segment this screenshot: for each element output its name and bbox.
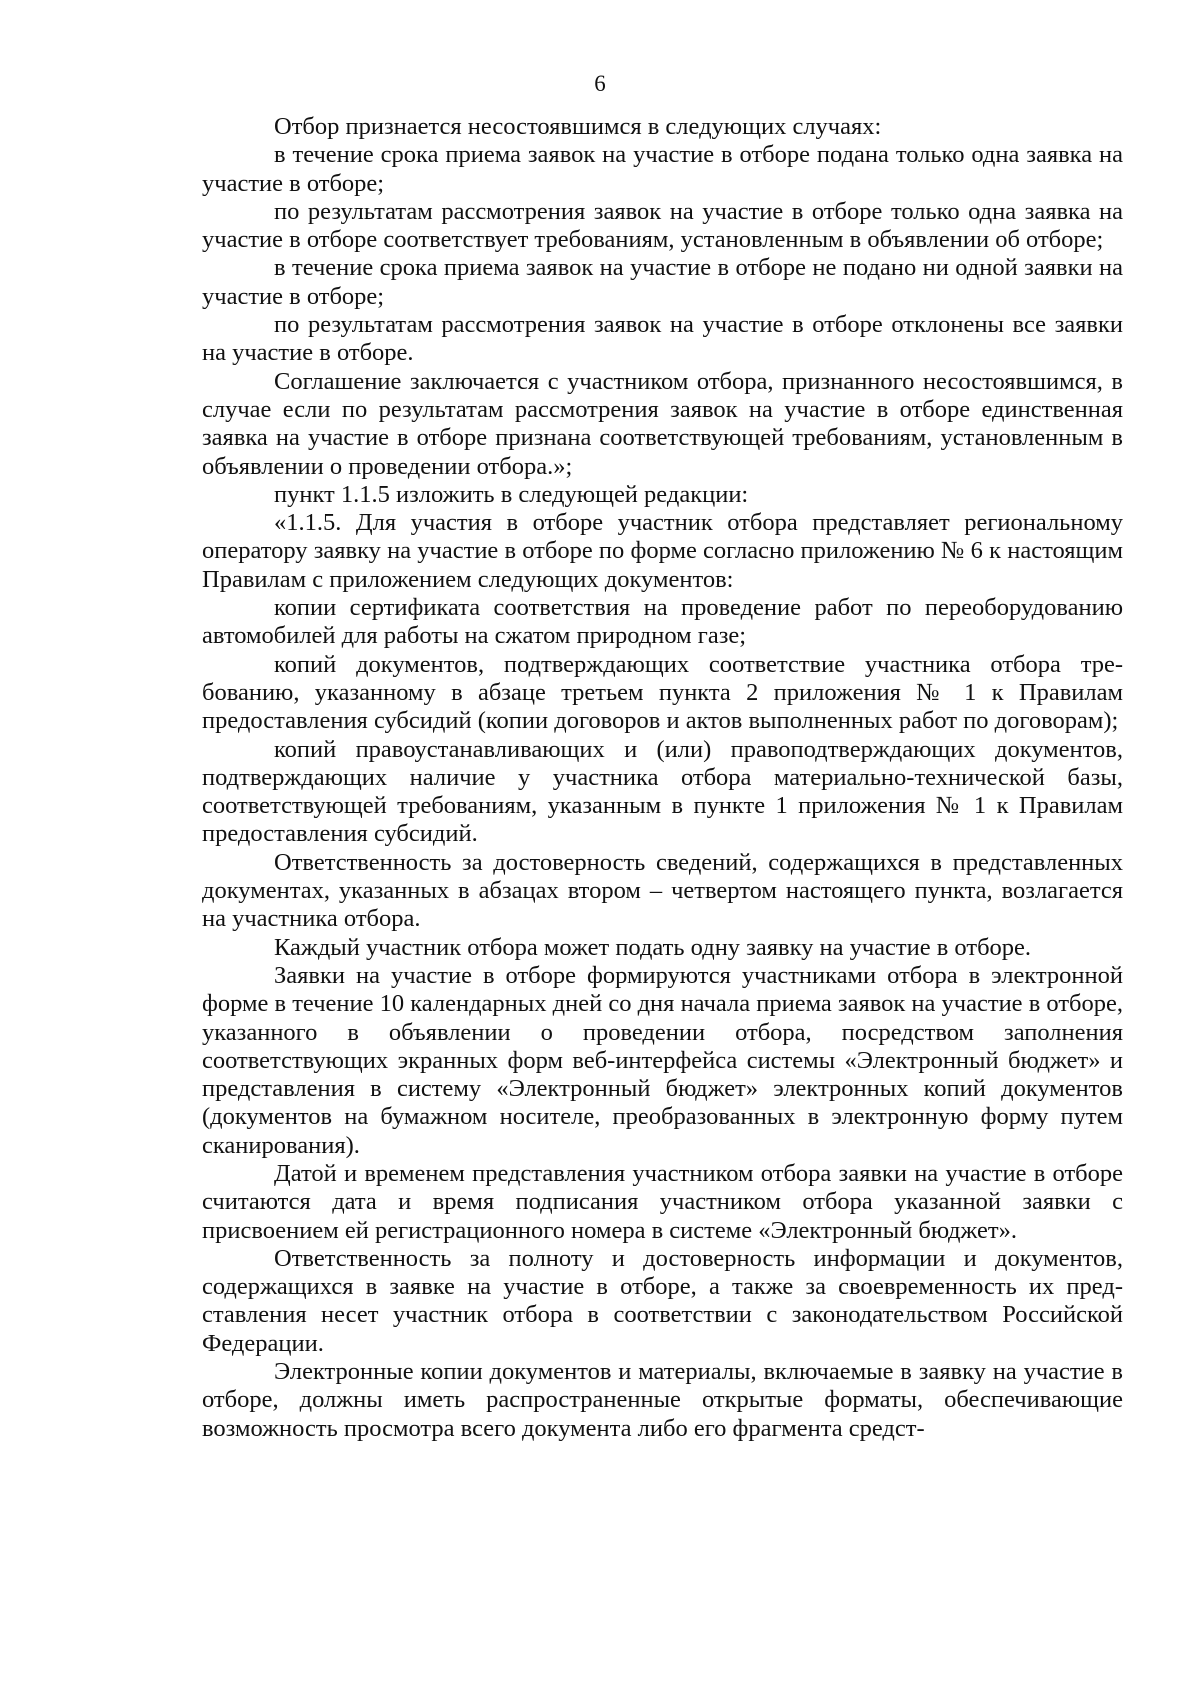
paragraph: по результатам рассмотрения заявок на участие в отборе только одна заявка на участие в отборе соответствует требованиям, установленным в объявлении об отборе; <box>202 197 1123 254</box>
paragraph: Отбор признается несостоявшимся в следующих случаях: <box>274 113 882 140</box>
paragraph: Ответственность за достоверность сведений, содержащихся в представленных документах, указанных в абзацах втором – четвертом настоящего пункта, возлагается на участника отбора. <box>202 848 1123 933</box>
paragraph: в течение срока приема заявок на участие в отборе не подано ни одной заявки на участие в отборе; <box>202 254 1123 310</box>
paragraph: копии сертификата соответствия на проведение работ по переоборудованию автомобилей для работы на сжатом природном газе; <box>202 594 1123 650</box>
paragraph: Датой и временем представления участником отбора заявки на участие в отборе считаются дата и время подписания участником отбора указанной заявки с присвоением ей регистрационного номера в системе «Электронный бюджет». <box>202 1159 1123 1244</box>
paragraph: копий правоустанавливающих и (или) правоподтверждающих документов, подтверждающих наличие у участника отбора материально-технической базы, соответствующей требованиям, указанным в пункте 1 приложения № 1 к Правилам предоставления субсидий. <box>202 735 1123 848</box>
paragraph: копий документов, подтверждающих соответствие участника отбора требованию, указанному в абзаце третьем пункта 2 приложения № 1 к Правилам предоставления субсидий (копии договоров и актов выполненных работ по договорам); <box>202 650 1123 735</box>
paragraph: пункт 1.1.5 изложить в следующей редакции: <box>274 480 749 508</box>
paragraph: Каждый участник отбора может подать одну заявку на участие в отборе. <box>274 933 1032 961</box>
paragraph: по результатам рассмотрения заявок на участие в отборе отклонены все заявки на участие в отборе. <box>202 311 1123 367</box>
paragraph: Электронные копии документов и материалы, включаемые в заявку на участие в отборе, должны иметь распространенные открытые форматы, обеспечивающие возможность просмотра всего документа либо его фрагмента средст- <box>202 1358 1123 1442</box>
document-body <box>202 113 1123 1443</box>
paragraph: Соглашение заключается с участником отбора, признанного несостоявшимся, в случае если по результатам рассмотрения заявок на участие в отборе единственная заявка на участие в отборе признана соответствующей требованиям, установленным в объявлении о проведении отбора.»; <box>202 367 1123 480</box>
paragraph: Ответственность за полноту и достоверность информации и документов, содержащихся в заявке на участие в отборе, а также за своевременность их представления несет участник отбора в соответствии с законодательством Российской Федерации. <box>202 1244 1123 1357</box>
page-number: 6 <box>594 71 606 96</box>
paragraph: Заявки на участие в отборе формируются участниками отбора в электронной форме в течение 10 календарных дней со дня начала приема заявок на участие в отборе, указанного в объявлении о проведении отбора, посредством заполнения соответствующих экранных форм веб-интерфейса системы «Электронный бюджет» и представления в систему «Электронный бюджет» электронных копий документов (документов на бумажном носителе, преобразованных в электронную форму путем сканирования). <box>202 961 1123 1159</box>
paragraph: в течение срока приема заявок на участие в отборе подана только одна заявка на участие в отборе; <box>202 141 1123 197</box>
paragraph: «1.1.5. Для участия в отборе участник отбора представляет региональному оператору заявку на участие в отборе по форме согласно приложению № 6 к настоящим Правилам с приложением следующих документов: <box>202 509 1123 593</box>
